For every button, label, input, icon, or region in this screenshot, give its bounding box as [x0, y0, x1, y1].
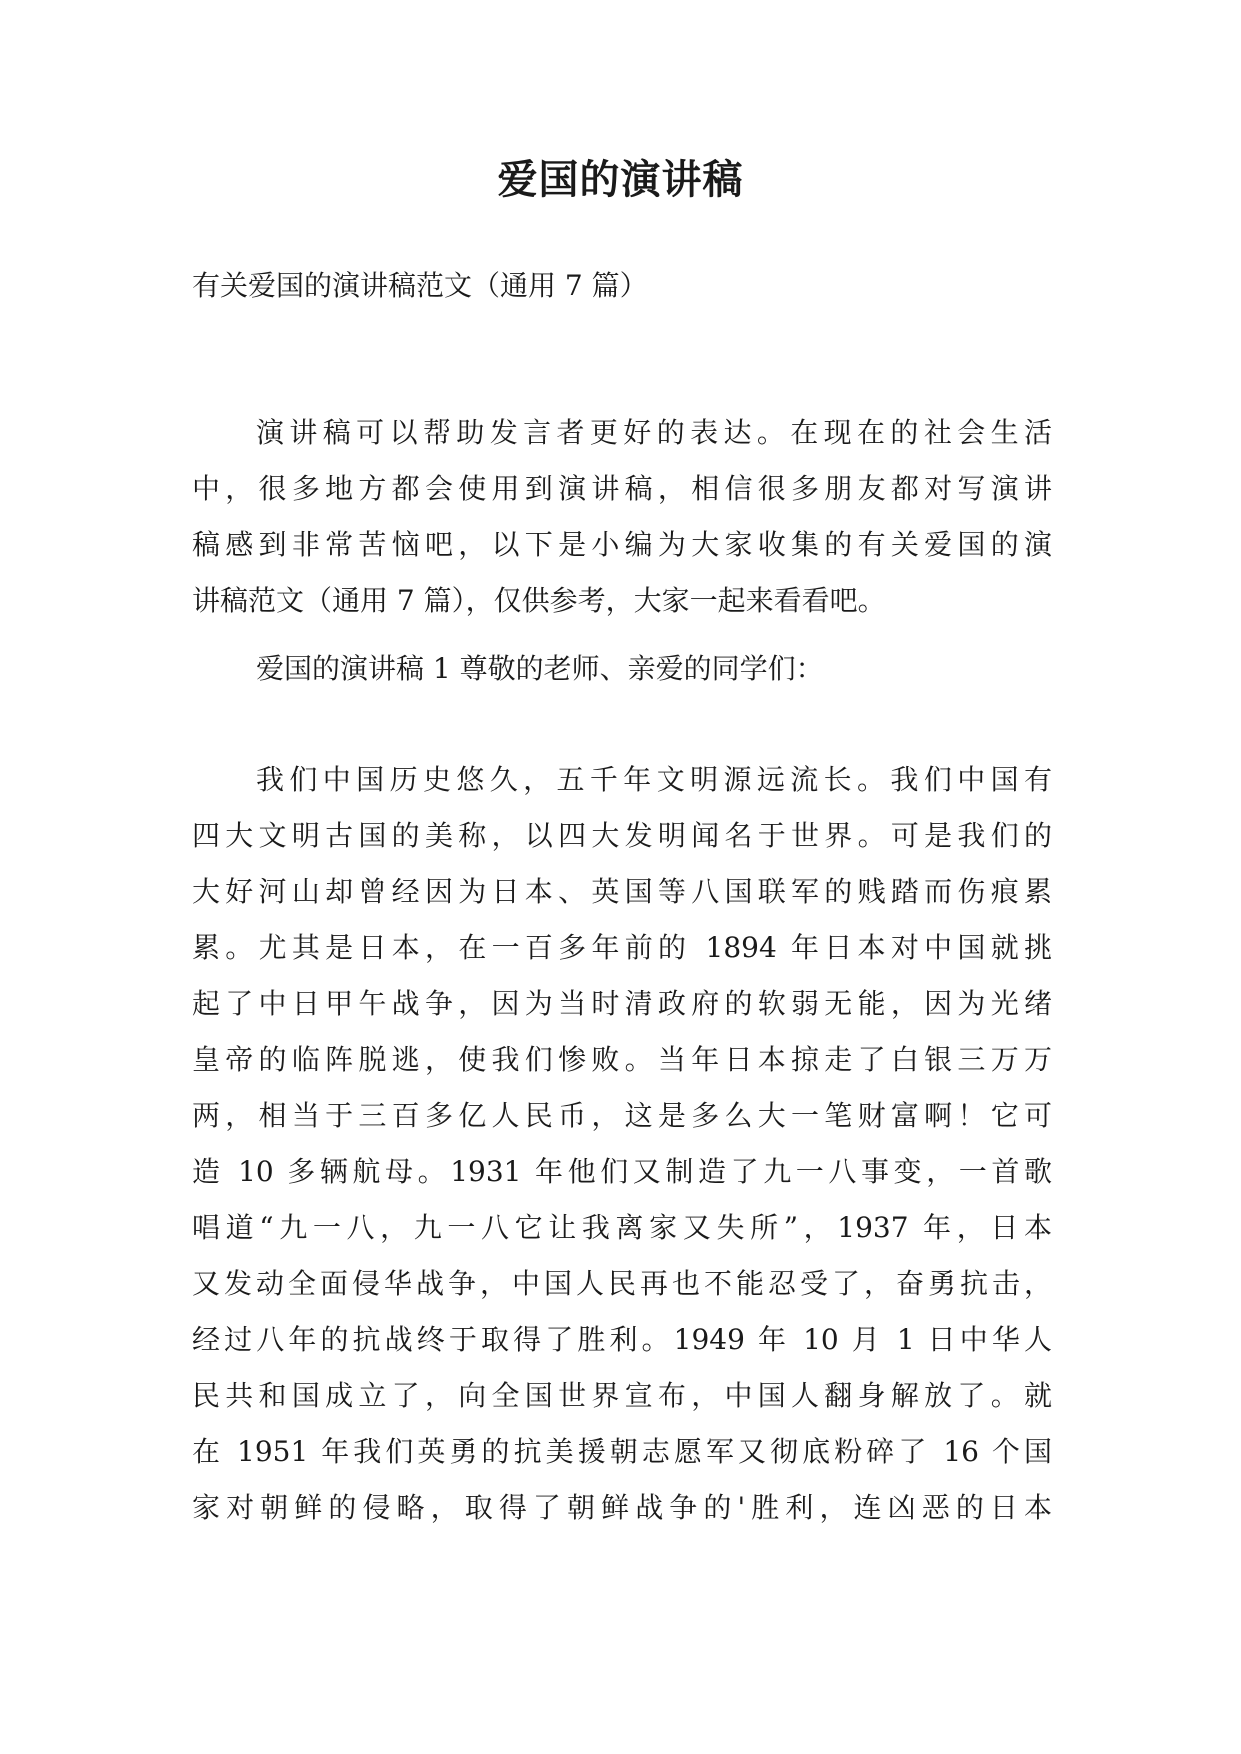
paragraph-line: 两，相当于三百多亿人民币，这是多么大一笔财富啊！它可 [192, 1099, 1052, 1132]
paragraph-line: 稿感到非常苦恼吧，以下是小编为大家收集的有关爱国的演 [192, 528, 1052, 561]
paragraph-line: 造 10 多辆航母。1931 年他们又制造了九一八事变，一首歌 [192, 1155, 1052, 1188]
intro-paragraph [192, 405, 1052, 629]
paragraph-line: 家对朝鲜的侵略，取得了朝鲜战争的'胜利，连凶恶的日本 [192, 1491, 1052, 1524]
document-title: 爱国的演讲稿 [497, 156, 744, 203]
paragraph-line: 演讲稿可以帮助发言者更好的表达。在现在的社会生活 [256, 416, 1052, 449]
document-subtitle: 有关爱国的演讲稿范文（通用 7 篇） [192, 269, 648, 302]
paragraph-line: 又发动全面侵华战争，中国人民再也不能忍受了，奋勇抗击， [192, 1267, 1052, 1300]
paragraph-line: 唱道“九一八，九一八它让我离家又失所”，1937 年，日本 [192, 1211, 1052, 1244]
paragraph-line: 在 1951 年我们英勇的抗美援朝志愿军又彻底粉碎了 16 个国 [192, 1435, 1052, 1468]
paragraph-line: 皇帝的临阵脱逃，使我们惨败。当年日本掠走了白银三万万 [192, 1043, 1052, 1076]
paragraph-line: 讲稿范文（通用 7 篇），仅供参考，大家一起来看看吧。 [192, 584, 886, 617]
paragraph-line: 爱国的演讲稿 1 尊敬的老师、亲爱的同学们： [256, 652, 824, 685]
paragraph-line: 累。尤其是日本，在一百多年前的 1894 年日本对中国就挑 [192, 931, 1052, 964]
history-paragraph [192, 752, 1052, 1536]
paragraph-line: 中，很多地方都会使用到演讲稿，相信很多朋友都对写演讲 [192, 472, 1052, 505]
paragraph-line: 大好河山却曾经因为日本、英国等八国联军的贱踏而伤痕累 [192, 875, 1052, 908]
paragraph-line: 四大文明古国的美称，以四大发明闻名于世界。可是我们的 [192, 819, 1052, 852]
greeting-paragraph [192, 641, 1052, 697]
paragraph-line: 起了中日甲午战争，因为当时清政府的软弱无能，因为光绪 [192, 987, 1052, 1020]
paragraph-line: 经过八年的抗战终于取得了胜利。1949 年 10 月 1 日中华人 [192, 1323, 1052, 1356]
paragraph-line: 民共和国成立了，向全国世界宣布，中国人翻身解放了。就 [192, 1379, 1052, 1412]
paragraph-line: 我们中国历史悠久，五千年文明源远流长。我们中国有 [256, 763, 1052, 796]
